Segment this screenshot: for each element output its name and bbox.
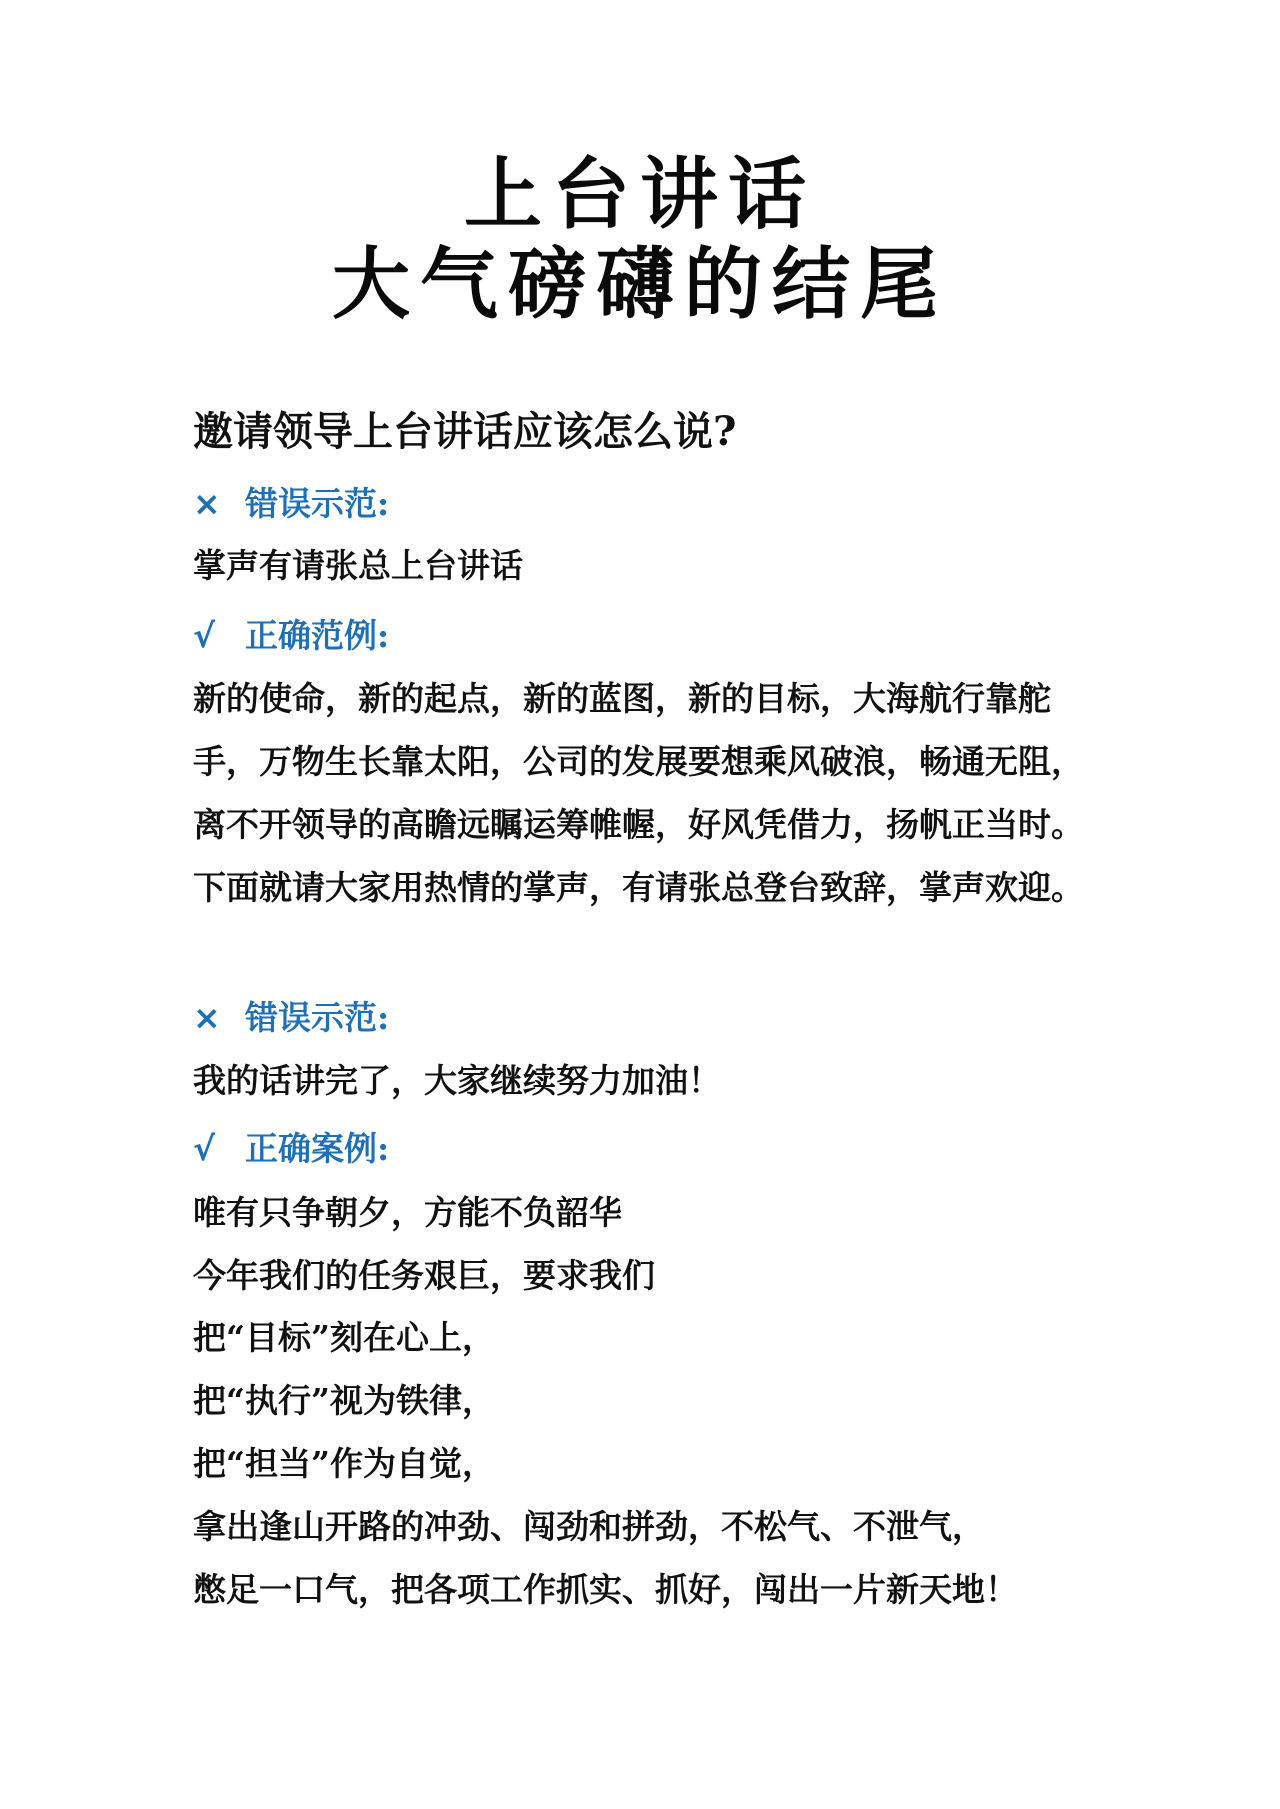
wrong-example-text: 掌声有请张总上台讲话	[193, 546, 523, 585]
check-icon: √	[193, 616, 216, 655]
right-example-label-text: 正确案例:	[245, 1129, 390, 1168]
right-example-line: 把“担当”作为自觉，	[193, 1444, 495, 1483]
wrong-example-label	[193, 478, 389, 525]
page-title	[0, 150, 1280, 330]
cross-icon: ×	[193, 484, 221, 523]
title-line-2: 大气磅礴的结尾	[331, 240, 948, 330]
cross-icon: ×	[193, 998, 221, 1037]
right-example-line: 新的使命，新的起点，新的蓝图，新的目标，大海航行靠舵	[193, 679, 1051, 718]
right-example-label	[193, 610, 389, 657]
wrong-example-text: 我的话讲完了，大家继续努力加油！	[193, 1061, 721, 1100]
wrong-example-label-text: 错误示范:	[245, 484, 390, 523]
wrong-example-label-text: 错误示范:	[245, 998, 390, 1037]
right-example-line: 憋足一口气，把各项工作抓实、抓好，闯出一片新天地！	[193, 1570, 1018, 1609]
check-icon: √	[193, 1129, 216, 1168]
right-example-line: 今年我们的任务艰巨，要求我们	[193, 1256, 655, 1295]
right-example-line: 把“目标”刻在心上，	[193, 1318, 495, 1357]
wrong-example-label	[193, 992, 389, 1039]
right-example-line: 把“执行”视为铁律，	[193, 1381, 495, 1420]
section-question-heading: 邀请领导上台讲话应该怎么说?	[193, 408, 737, 455]
right-example-label	[193, 1123, 389, 1170]
right-example-line: 下面就请大家用热情的掌声，有请张总登台致辞，掌声欢迎。	[193, 868, 1084, 907]
right-example-line: 离不开领导的高瞻远瞩运筹帷幄，好风凭借力，扬帆正当时。	[193, 805, 1084, 844]
right-example-label-text: 正确范例:	[245, 616, 390, 655]
title-line-1: 上台讲话	[463, 150, 816, 240]
right-example-line: 唯有只争朝夕，方能不负韶华	[193, 1193, 622, 1232]
right-example-line: 拿出逢山开路的冲劲、闯劲和拼劲，不松气、不泄气，	[193, 1507, 985, 1546]
right-example-line: 手，万物生长靠太阳，公司的发展要想乘风破浪，畅通无阻，	[193, 742, 1084, 781]
